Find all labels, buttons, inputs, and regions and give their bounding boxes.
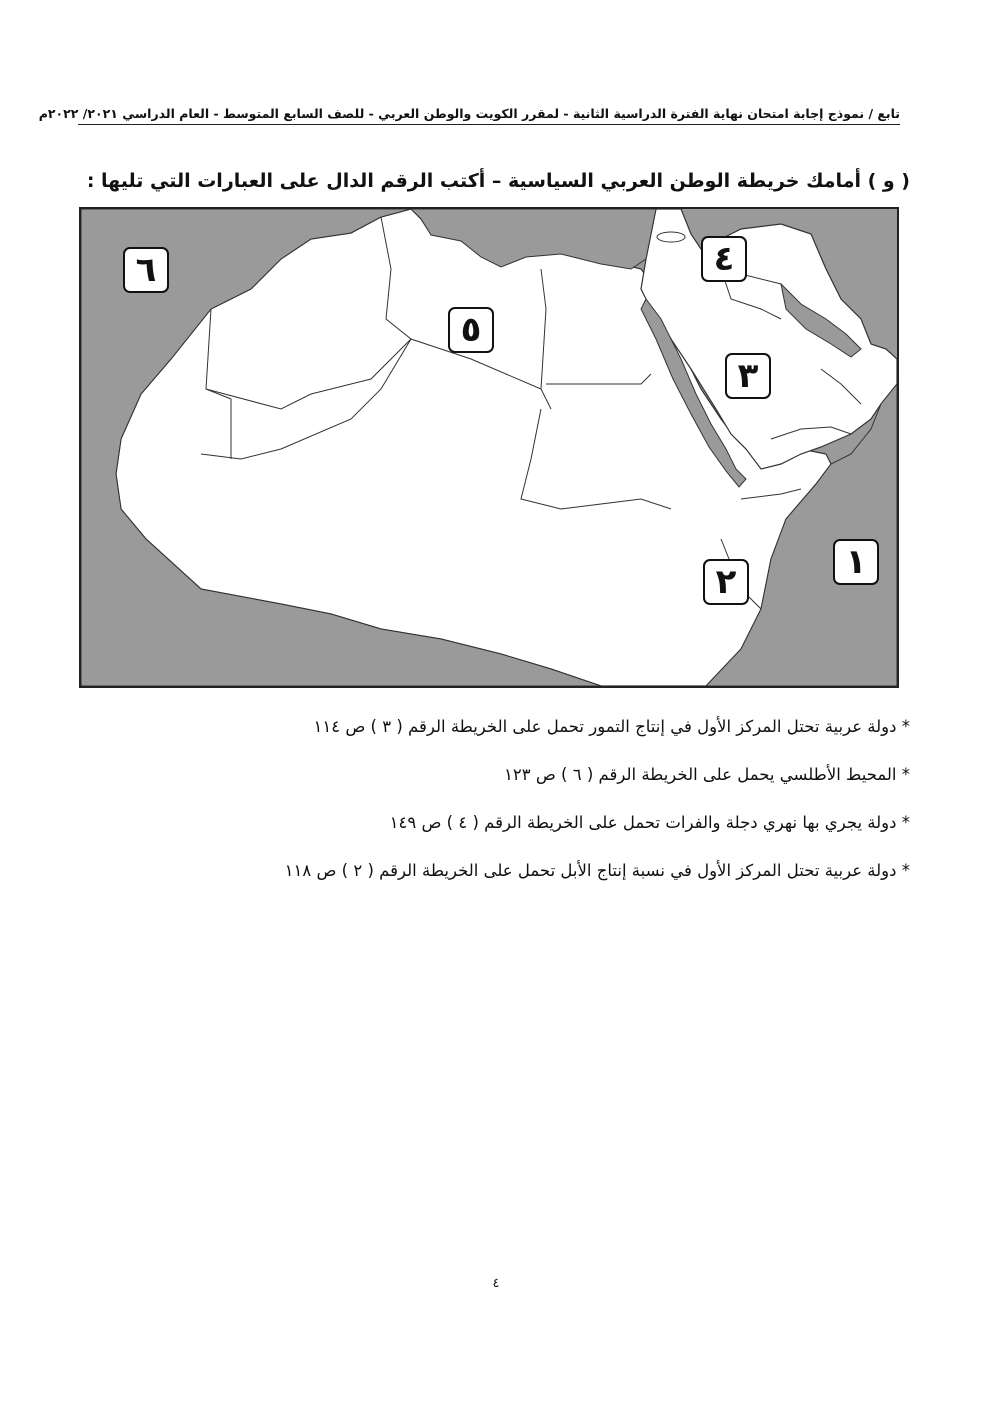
- answer-statements: [120, 712, 910, 904]
- map-label-6: ٦: [123, 247, 169, 293]
- page-header: تابع / نموذج إجابة امتحان نهاية الفترة الدراسية الثانية - لمقرر الكويت والوطن العربي - للصف السابع المتوسط - العام الدراسي ٢٠٢١/ ٢٠٢٢م: [78, 106, 900, 125]
- map-label-5: ٥: [448, 307, 494, 353]
- arab-world-political-map: [79, 207, 899, 688]
- map-label-3: ٣: [725, 353, 771, 399]
- page-number: ٤: [492, 1276, 500, 1291]
- cyprus-island: [657, 232, 685, 242]
- statement-item: * دولة عربية تحتل المركز الأول في نسبة إنتاج الأبل تحمل على الخريطة الرقم ( ٢ ) ص ١١٨: [284, 861, 910, 880]
- question-title: ( و ) أمامك خريطة الوطن العربي السياسية – أكتب الرقم الدال على العبارات التي تليها :: [86, 170, 910, 192]
- statement-item: * دولة عربية تحتل المركز الأول في إنتاج التمور تحمل على الخريطة الرقم ( ٣ ) ص ١١٤: [313, 717, 910, 736]
- statement-item: * المحيط الأطلسي يحمل على الخريطة الرقم ( ٦ ) ص ١٢٣: [503, 765, 910, 784]
- map-label-4: ٤: [701, 236, 747, 282]
- map-label-1: ١: [833, 539, 879, 585]
- map-drawing: [81, 209, 897, 686]
- statement-item: * دولة يجري بها نهري دجلة والفرات تحمل على الخريطة الرقم ( ٤ ) ص ١٤٩: [389, 813, 910, 832]
- map-label-2: ٢: [703, 559, 749, 605]
